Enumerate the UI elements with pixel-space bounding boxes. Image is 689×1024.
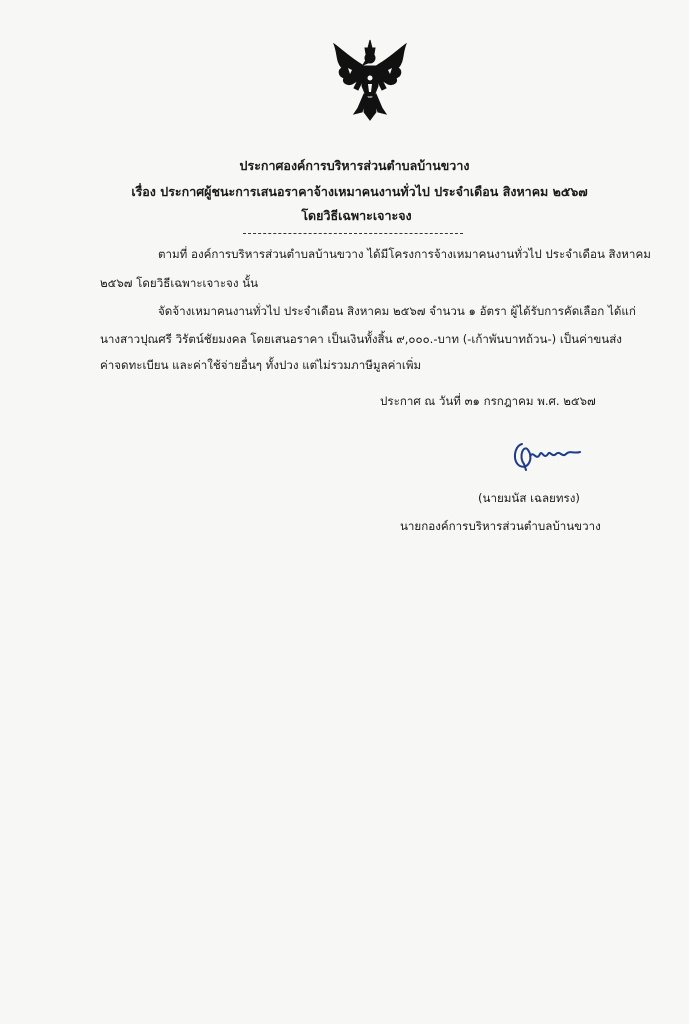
signer-name: (นายมนัส เฉลยทรง) — [478, 491, 580, 505]
paragraph-1-line-2: ๒๕๖๗ โดยวิธีเฉพาะเจาะจง นั้น — [100, 276, 259, 290]
paragraph-1-line-1: ตามที่ องค์การบริหารส่วนตำบลบ้านขวาง ได้มีโครงการจ้างเหมาคนงานทั่วไป ประจำเดือน สิงหาคม — [158, 247, 651, 261]
announcement-date: ประกาศ ณ วันที่ ๓๑ กรกฎาคม พ.ศ. ๒๕๖๗ — [380, 394, 596, 408]
announcement-title: ประกาศองค์การบริหารส่วนตำบลบ้านขวาง — [239, 158, 470, 173]
procurement-method: โดยวิธีเฉพาะเจาะจง — [301, 208, 412, 223]
garuda-emblem-icon — [330, 38, 410, 122]
signature-icon — [508, 436, 586, 476]
signer-position: นายกองค์การบริหารส่วนตำบลบ้านขวาง — [400, 519, 601, 533]
header-divider — [243, 233, 463, 234]
announcement-subject: เรื่อง ประกาศผู้ชนะการเสนอราคาจ้างเหมาคนงานทั่วไป ประจำเดือน สิงหาคม ๒๕๖๗ — [131, 184, 588, 199]
paragraph-2-line-2: นางสาวปุณศรี วิรัตน์ชัยมงคล โดยเสนอราคา เป็นเงินทั้งสิ้น ๙,๐๐๐.-บาท (-เก้าพันบาทถ้วน-) เป็นค่าขนส่ง — [100, 332, 622, 346]
paragraph-2-line-1: จัดจ้างเหมาคนงานทั่วไป ประจำเดือน สิงหาคม ๒๕๖๗ จำนวน ๑ อัตรา ผู้ได้รับการคัดเลือก ได้แก่ — [158, 304, 636, 318]
paragraph-2-line-3: ค่าจดทะเบียน และค่าใช้จ่ายอื่นๆ ทั้งปวง แต่ไม่รวมภาษีมูลค่าเพิ่ม — [100, 358, 422, 372]
